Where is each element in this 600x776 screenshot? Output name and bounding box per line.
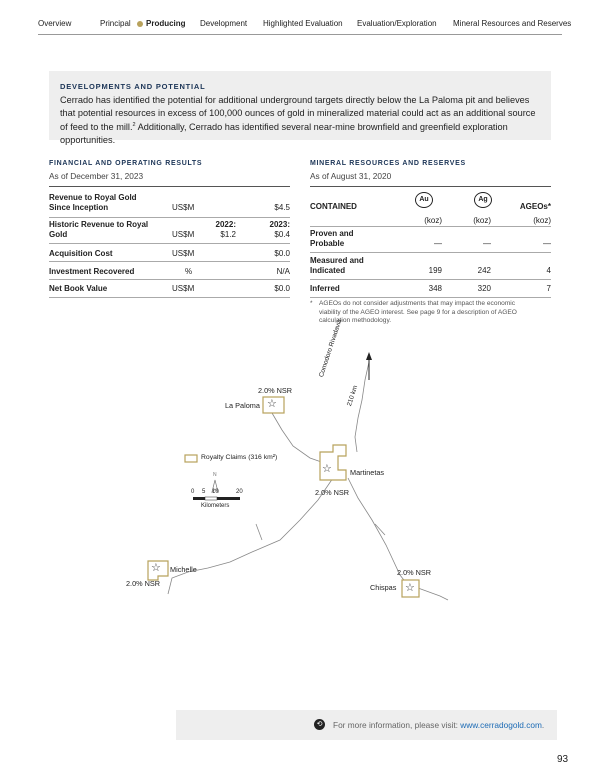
star-icon: ☆ bbox=[267, 398, 277, 410]
footnote-star: * bbox=[310, 300, 313, 307]
fin-row-value: $4.5 bbox=[274, 203, 290, 212]
fin-row-unit: % bbox=[185, 267, 193, 276]
res-au-value: 199 bbox=[428, 266, 442, 275]
ageos-footnote: AGEOs do not consider adjustments that may impact the economic viability of the AGEO interest. See page 9 for a description of AGEO calculation methodology. bbox=[319, 300, 517, 324]
nav-development[interactable]: Development bbox=[200, 19, 248, 28]
res-ag-value: 242 bbox=[477, 266, 491, 275]
fin-row-label: Net Book Value bbox=[49, 284, 108, 293]
michelle-label: Michelle bbox=[170, 565, 197, 574]
footer-prefix: For more information, please visit: bbox=[333, 720, 461, 730]
nav-producing[interactable]: Producing bbox=[146, 19, 186, 28]
nav-principal[interactable]: Principal bbox=[100, 19, 131, 28]
fin-year-2022: 2022: bbox=[215, 220, 236, 229]
road-michelle bbox=[168, 478, 333, 594]
martinetas-label: Martinetas bbox=[350, 468, 385, 477]
ag-symbol: Ag bbox=[474, 192, 492, 208]
fin-row-unit: US$M bbox=[172, 230, 195, 239]
fin-value-2023: $0.4 bbox=[274, 230, 290, 239]
footer-text bbox=[333, 720, 544, 730]
road-destination-label: Comodoro Rivadavia bbox=[318, 318, 344, 379]
footnote-mark: 2 bbox=[132, 122, 136, 128]
fin-row-value: N/A bbox=[276, 267, 290, 276]
au-symbol: Au bbox=[415, 192, 433, 208]
footer-url-link[interactable]: www.cerradogold.com bbox=[460, 720, 542, 730]
chispas-label: Chispas bbox=[370, 583, 397, 592]
road-to-comodoro bbox=[355, 362, 369, 452]
nav-overview[interactable]: Overview bbox=[38, 19, 72, 28]
north-label: N bbox=[213, 472, 217, 478]
res-ag-value: 320 bbox=[477, 284, 491, 293]
chispas-nsr: 2.0% NSR bbox=[397, 568, 432, 577]
nav-highlighted-evaluation[interactable]: Highlighted Evaluation bbox=[263, 19, 343, 28]
au-unit: (koz) bbox=[424, 216, 442, 225]
north-arrow-head bbox=[366, 352, 372, 360]
res-row-label: Measured and Indicated bbox=[310, 256, 364, 275]
nav-mineral-resources[interactable]: Mineral Resources and Reserves bbox=[453, 19, 572, 28]
fin-row-label: Acquisition Cost bbox=[49, 249, 113, 258]
fin-row-value: $0.0 bbox=[274, 284, 290, 293]
fin-year-2023: 2023: bbox=[269, 220, 290, 229]
fin-row-label: Historic Revenue to Royal Gold bbox=[49, 220, 149, 239]
res-row-label: Proven and Probable bbox=[310, 229, 354, 248]
nav-evaluation-exploration[interactable]: Evaluation/Exploration bbox=[357, 19, 437, 28]
link-icon: ⟲ bbox=[314, 719, 325, 730]
fin-row-unit: US$M bbox=[172, 284, 195, 293]
footer-bar bbox=[176, 710, 557, 740]
fin-value-2022: $1.2 bbox=[220, 230, 236, 239]
resources-heading: MINERAL RESOURCES AND RESERVES bbox=[310, 160, 466, 167]
resources-subheading: As of August 31, 2020 bbox=[310, 171, 392, 181]
ag-unit: (koz) bbox=[473, 216, 491, 225]
star-icon: ☆ bbox=[322, 463, 332, 475]
fin-row-label: Investment Recovered bbox=[49, 267, 135, 276]
res-ageos-value: 4 bbox=[546, 266, 551, 275]
road-spur bbox=[375, 524, 385, 535]
scale-unit: Kilometers bbox=[201, 503, 230, 509]
star-icon: ☆ bbox=[405, 582, 415, 594]
fin-row-unit: US$M bbox=[172, 249, 195, 258]
res-ag-value: — bbox=[483, 239, 491, 248]
scale-bar bbox=[193, 497, 240, 500]
page-number: 93 bbox=[557, 754, 569, 765]
developments-text-b: Additionally, Cerrado has identified several near-mine brownfield and greenfield exploration opportunities. bbox=[60, 122, 508, 145]
fin-row-label: Revenue to Royal Gold Since Inception bbox=[49, 193, 137, 212]
developments-heading: DEVELOPMENTS AND POTENTIAL bbox=[60, 82, 206, 91]
footer-end: . bbox=[541, 720, 545, 730]
road-distance-label: 210 km bbox=[346, 384, 360, 408]
contained-header: CONTAINED bbox=[310, 202, 357, 211]
scale-tick: 20 bbox=[236, 489, 243, 495]
legend-label: Royalty Claims (316 km²) bbox=[201, 454, 278, 461]
road-spur-2 bbox=[256, 524, 262, 540]
road-chispas-east bbox=[418, 588, 448, 600]
scale-tick: 0 bbox=[191, 489, 195, 495]
star-icon: ☆ bbox=[151, 562, 161, 574]
ageos-header: AGEOs* bbox=[519, 202, 551, 211]
res-ageos-value: 7 bbox=[546, 284, 551, 293]
michelle-nsr: 2.0% NSR bbox=[126, 579, 161, 588]
res-au-value: 348 bbox=[428, 284, 442, 293]
scale-tick: 10 bbox=[212, 489, 219, 495]
fin-row-value: $0.0 bbox=[274, 249, 290, 258]
la-paloma-nsr: 2.0% NSR bbox=[258, 386, 293, 395]
financial-subheading: As of December 31, 2023 bbox=[49, 171, 144, 181]
martinetas-nsr: 2.0% NSR bbox=[315, 488, 350, 497]
res-au-value: — bbox=[434, 239, 442, 248]
res-row-label: Inferred bbox=[310, 284, 340, 293]
res-ageos-value: — bbox=[543, 239, 551, 248]
ageos-unit: (koz) bbox=[533, 216, 551, 225]
la-paloma-label: La Paloma bbox=[225, 401, 260, 410]
scale-tick: 5 bbox=[202, 489, 206, 495]
legend-swatch bbox=[185, 455, 197, 462]
financial-heading: FINANCIAL AND OPERATING RESULTS bbox=[49, 160, 203, 167]
road-network bbox=[168, 362, 448, 600]
fin-row-unit: US$M bbox=[172, 203, 195, 212]
developments-text-a: Cerrado has identified the potential for additional underground targets directly below the La Paloma pit and believes that potential resources in excess of 100,000 ounces of gold in mineralized material could act as an additional source of feed to the mill. bbox=[60, 95, 536, 133]
